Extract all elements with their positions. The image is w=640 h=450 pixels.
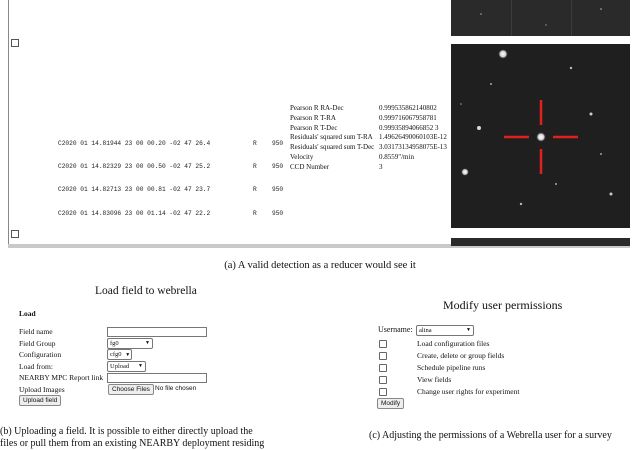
username-value: alina bbox=[419, 327, 432, 334]
load-from-select[interactable] bbox=[107, 361, 146, 372]
chevron-down-icon: ▼ bbox=[125, 353, 131, 358]
caption-b bbox=[0, 426, 300, 450]
stats-labels bbox=[290, 104, 374, 173]
stat-value: 0.99935894066852 3 bbox=[379, 123, 439, 132]
permission-label: Schedule pipeline runs bbox=[417, 363, 486, 372]
stat-value: 3.03173134958075E-13 bbox=[379, 143, 447, 152]
permission-checkbox[interactable] bbox=[379, 352, 387, 360]
configuration-label: Configuration bbox=[19, 350, 62, 359]
image-strip-top-graphic bbox=[451, 0, 630, 36]
observation-codes bbox=[272, 124, 283, 225]
stat-label: Pearson R T-Dec bbox=[290, 123, 338, 132]
chevron-down-icon: ▼ bbox=[466, 328, 471, 333]
observatory-code: 950 bbox=[272, 209, 284, 217]
load-section-heading: Load bbox=[19, 309, 36, 318]
modify-permissions-title: Modify user permissions bbox=[443, 298, 563, 312]
nearby-link-label: NEARBY MPC Report link bbox=[19, 373, 104, 382]
chevron-down-icon: ▼ bbox=[145, 341, 150, 346]
observation-line: C2020 01 14.81944 23 00 00.20 -02 47 26.4 bbox=[58, 139, 211, 147]
image-strip-bottom bbox=[451, 238, 630, 246]
detection-checkbox-bottom[interactable] bbox=[11, 230, 19, 238]
choose-files-button[interactable]: Choose Files bbox=[108, 384, 154, 395]
stat-label: CCD Number bbox=[290, 162, 330, 171]
observatory-code: 950 bbox=[272, 186, 284, 194]
field-group-value: fg0 bbox=[110, 340, 119, 347]
caption-b-line: files or pull them from an existing NEARBY deployment residing bbox=[0, 438, 265, 449]
stat-label: Velocity bbox=[290, 152, 314, 161]
observation-line: C2020 01 14.83096 23 00 01.14 -02 47 22.2 bbox=[58, 209, 211, 217]
observation-line: C2020 01 14.82713 23 00 00.81 -02 47 23.7 bbox=[58, 186, 211, 194]
detection-image bbox=[451, 44, 630, 228]
permission-checkbox[interactable] bbox=[379, 388, 387, 396]
observatory-code: 950 bbox=[272, 162, 284, 170]
nearby-link-input[interactable] bbox=[107, 373, 207, 383]
field-name-label: Field name bbox=[19, 327, 53, 336]
detection-checkbox-top[interactable] bbox=[11, 39, 19, 47]
caption-c: (c) Adjusting the permissions of a Webrella user for a survey bbox=[369, 430, 612, 441]
configuration-value: cfg0 bbox=[110, 351, 122, 358]
observation-flag: R bbox=[253, 139, 257, 147]
observation-flag: R bbox=[253, 186, 257, 194]
detection-image-graphic bbox=[451, 44, 630, 228]
stat-label: Pearson R RA-Dec bbox=[290, 104, 344, 112]
stat-value: 0.999716067958781 bbox=[379, 113, 437, 122]
modify-button[interactable]: Modify bbox=[377, 398, 404, 409]
username-label: Username: bbox=[378, 325, 413, 334]
stat-value: 0.8559"/min bbox=[379, 152, 414, 161]
caption-a: (a) A valid detection as a reducer would see it bbox=[224, 260, 416, 271]
load-from-value: Upload bbox=[110, 363, 130, 370]
permission-label: Load configuration files bbox=[417, 339, 490, 348]
permission-checkbox[interactable] bbox=[379, 364, 387, 372]
stats-values bbox=[379, 104, 447, 173]
image-strip-top bbox=[451, 0, 630, 36]
no-file-text: No file chosen bbox=[155, 385, 197, 392]
observation-flag: R bbox=[253, 162, 257, 170]
observatory-code: 950 bbox=[272, 139, 284, 147]
upload-images-label: Upload Images bbox=[19, 385, 65, 394]
field-group-select[interactable] bbox=[107, 338, 153, 349]
field-name-input[interactable] bbox=[107, 327, 207, 337]
configuration-select[interactable] bbox=[107, 349, 132, 360]
stat-label: Pearson R T-RA bbox=[290, 113, 336, 122]
observation-lines bbox=[58, 124, 210, 225]
stat-value: 0.999535862140802 bbox=[379, 104, 437, 112]
load-field-title: Load field to webrella bbox=[95, 285, 197, 297]
observation-flag: R bbox=[253, 209, 257, 217]
field-group-label: Field Group bbox=[19, 339, 56, 348]
stat-value: 3 bbox=[379, 162, 383, 171]
stat-label: Residuals' squared sum T-RA bbox=[290, 133, 373, 142]
observation-flags bbox=[253, 124, 260, 225]
permission-label: Create, delete or group fields bbox=[417, 351, 505, 360]
permission-label: Change user rights for experiment bbox=[417, 387, 520, 396]
stat-label: Residuals' squared sum T-Dec bbox=[290, 143, 375, 152]
username-select[interactable] bbox=[416, 325, 474, 336]
permission-checkbox[interactable] bbox=[379, 340, 387, 348]
permission-checkbox[interactable] bbox=[379, 376, 387, 384]
chevron-down-icon: ▼ bbox=[138, 364, 143, 369]
permission-label: View fields bbox=[417, 375, 452, 384]
stat-value: 1.49626490060103E-12 bbox=[379, 133, 447, 142]
caption-b-line: (b) Uploading a field. It is possible to either directly upload the bbox=[0, 426, 253, 437]
observation-line: C2020 01 14.82329 23 00 00.50 -02 47 25.2 bbox=[58, 162, 211, 170]
load-from-label: Load from: bbox=[19, 362, 53, 371]
upload-field-button[interactable]: Upload field bbox=[19, 395, 61, 406]
